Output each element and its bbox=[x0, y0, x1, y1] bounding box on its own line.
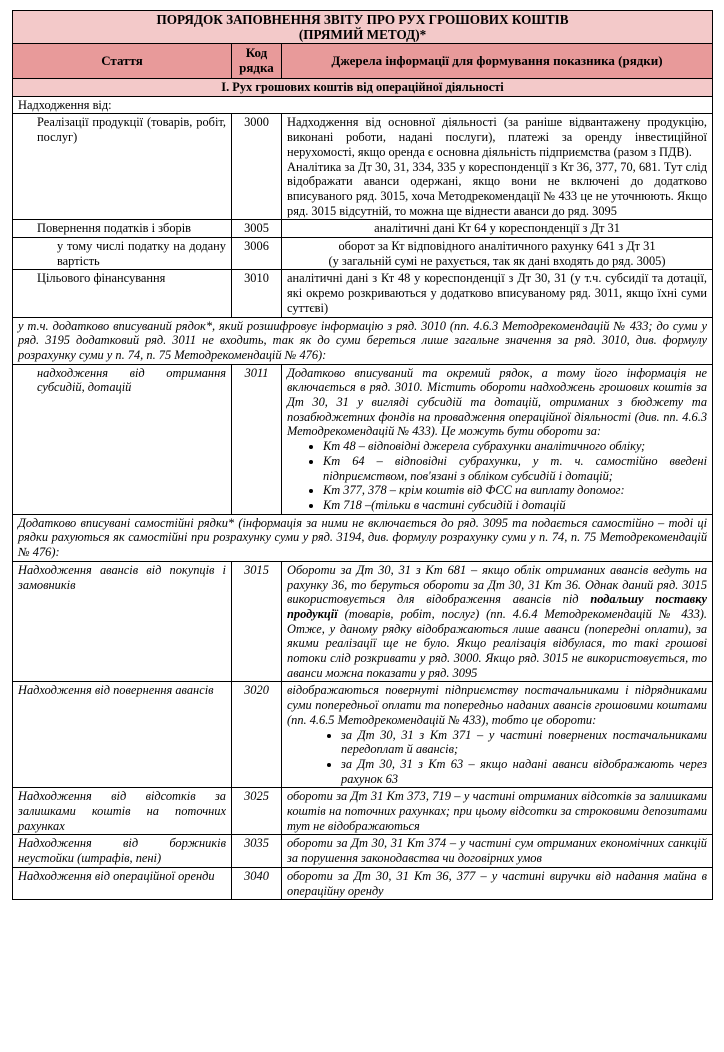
title-row bbox=[13, 11, 713, 44]
income-from-label: Надходження від: bbox=[13, 96, 713, 114]
section-row bbox=[13, 79, 713, 97]
row-article: Надходження від боржників неустойки (штрафів, пені) bbox=[13, 835, 232, 867]
header-code: Код рядка bbox=[232, 44, 282, 79]
section-title: І. Рух грошових коштів від операційної діяльності bbox=[13, 79, 713, 97]
page-title: ПОРЯДОК ЗАПОВНЕННЯ ЗВІТУ ПРО РУХ ГРОШОВИХ КОШТІВ (ПРЯМИЙ МЕТОД)* bbox=[13, 11, 713, 44]
note-text: у т.ч. додатково вписуваний рядок*, який розшифровує інформацію з ряд. 3010 (пп. 4.6.3 Методрекомендацій № 433; до суми у ряд. 3195 додатковий ряд. 3011 не входить, так як до суми береться лише загальне значення за ряд. 3010, див. формулу розрахунку суми у п. 74, п. 75 Методрекомендацій № 476): bbox=[13, 317, 713, 364]
row-code: 3010 bbox=[232, 270, 282, 317]
note-text: Додатково вписувані самостійні рядки* (інформація за ними не включається до ряд. 3095 та подається самостійно – тоді ці рядки рахуються як самостійні при розрахунку суми у ряд. 3194, див. формулу розрахунку суми у п. 74, п. 75 Методрекомендацій № 476): bbox=[13, 514, 713, 561]
list-item: • Кт 64 – відповідні субрахунки, у т. ч. самостійно введені підприємством, пов'язані з обліком субсидій і дотацій; bbox=[323, 454, 707, 483]
row-article: у тому числі податку на додану вартість bbox=[13, 238, 232, 270]
row-code: 3011 bbox=[232, 364, 282, 514]
row-article: Надходження від операційної оренди bbox=[13, 867, 232, 899]
row-source: аналітичні дані з Кт 48 у кореспонденції з Дт 30, 31 (у т.ч. субсидії та дотації, які окремо розкриваються у додатково вписуваному ряд. 3011, якщо їхні суми суттєві) bbox=[282, 270, 713, 317]
row-code: 3006 bbox=[232, 238, 282, 270]
subheader-row bbox=[13, 96, 713, 114]
row-source: Додатково вписуваний та окремий рядок, а тому його інформація не включається в ряд. 3010. Містить обороти надходжень грошових коштів за Дт 30, 31 у вигляді субсидій та дотацій, отриманих з бюджету та позабюджетних фондів на провадження операційної діяльності (див. пп. 4.6.3 Методрекомендацій № 433). Це можуть бути обороти за: • Кт 48 – відповідні джерела субрахунки аналітичного обліку; • Кт 64 – відповідні субрахунки, у т. ч. самостійно введені підприємством, пов'язані з обліком субсидій і дотацій; • Кт 377, 378 – крім коштів від ФСС на виплату допомог: • Кт 718 –(тільки в частині субсидій і дотацій bbox=[282, 364, 713, 514]
cash-flow-table bbox=[12, 10, 713, 900]
row-article: Надходження від відсотків за залишками коштів на поточних рахунках bbox=[13, 788, 232, 835]
list-item: • за Дт 30, 31 з Кт 371 – у частині повернених постачальниками передоплат й авансів; bbox=[341, 728, 707, 757]
row-source: Обороти за Дт 30, 31 з Кт 681 – якщо облік отриманих авансів ведуть на рахунку 36, то беруться обороти за Дт 30, 31 Кт 36. Однак даний ряд. 3015 використовується для відображення авансів під подальшу поставку продукції (товарів, робіт, послуг) (пп. 4.6.4 Методрекомендацій № 433). Отже, у даному рядку відображаються лише аванси (попередні оплати), за якими реалізації ще не було. Якщо реалізація відбулася, то такі грошові потоки слід розкривати у ряд. 3000. Якщо ряд. 3015 не використовується, то аванси можна показати у ряд. 3095 bbox=[282, 561, 713, 682]
list-item: • Кт 48 – відповідні джерела субрахунки аналітичного обліку; bbox=[323, 439, 707, 454]
header-article: Стаття bbox=[13, 44, 232, 79]
list-item: • Кт 377, 378 – крім коштів від ФСС на виплату допомог: bbox=[323, 483, 707, 498]
bullet-list bbox=[287, 439, 707, 513]
row-article: Реалізації продукції (товарів, робіт, послуг) bbox=[13, 114, 232, 220]
row-code: 3015 bbox=[232, 561, 282, 682]
row-code: 3040 bbox=[232, 867, 282, 899]
row-code: 3000 bbox=[232, 114, 282, 220]
table-row bbox=[13, 220, 713, 238]
list-item: • Кт 718 –(тільки в частині субсидій і дотацій bbox=[323, 498, 707, 513]
list-item: • за Дт 30, 31 з Кт 63 – якщо надані аванси відображають через рахунок 63 bbox=[341, 757, 707, 786]
row-article: Надходження авансів від покупців і замовників bbox=[13, 561, 232, 682]
table-row bbox=[13, 682, 713, 788]
row-source: обороти за Дт 30, 31 Кт 374 – у частині сум отриманих економічних санкцій за порушення законодавства чи договірних умов bbox=[282, 835, 713, 867]
row-code: 3005 bbox=[232, 220, 282, 238]
note-row bbox=[13, 514, 713, 561]
row-source: оборот за Кт відповідного аналітичного рахунку 641 з Дт 31 (у загальній сумі не рахується, так як дані входять до ряд. 3005) bbox=[282, 238, 713, 270]
header-source: Джерела інформації для формування показника (рядки) bbox=[282, 44, 713, 79]
table-row bbox=[13, 238, 713, 270]
bold-phrase: подальшу поставку продукції bbox=[287, 592, 707, 621]
document-page bbox=[12, 10, 712, 900]
row-code: 3025 bbox=[232, 788, 282, 835]
table-row bbox=[13, 561, 713, 682]
row-source: Надходження від основної діяльності (за раніше відвантажену продукцію, виконані роботи, надані послуги), платежі за оренду інвестиційної нерухомості, якщо оренда є основна діяльність підприємства (разом з ПДВ). Аналітика за Дт 30, 31, 334, 335 у кореспонденції з Кт 36, 377, 70, 681. Тут слід відображати аванси одержані, якщо вони не включені до додатково вписуваного ряд. 3015, хоча Методрекомендації № 433 це не уточнюють. Якщо ряд. 3015 відсутній, то можна ще віднести аванси до ряд. 3095 bbox=[282, 114, 713, 220]
table-row bbox=[13, 835, 713, 867]
row-code: 3020 bbox=[232, 682, 282, 788]
row-source: відображаються повернуті підприємству постачальниками і підрядниками суми попередньої оплати та попередньо наданих авансів грошовими коштами (пп. 4.6.5 Методрекомендацій № 433), тобто це обороти: • за Дт 30, 31 з Кт 371 – у частині повернених постачальниками передоплат й авансів; • за Дт 30, 31 з Кт 63 – якщо надані аванси відображають через рахунок 63 bbox=[282, 682, 713, 788]
row-code: 3035 bbox=[232, 835, 282, 867]
table-row bbox=[13, 270, 713, 317]
row-article: Надходження від повернення авансів bbox=[13, 682, 232, 788]
table-row bbox=[13, 364, 713, 514]
row-article: Повернення податків і зборів bbox=[13, 220, 232, 238]
table-row bbox=[13, 114, 713, 220]
bullet-list bbox=[287, 728, 707, 787]
row-source: обороти за Дт 30, 31 Кт 36, 377 – у частині виручки від надання майна в операційну оренду bbox=[282, 867, 713, 899]
row-source: обороти за Дт 31 Кт 373, 719 – у частині отриманих відсотків за залишками коштів на поточних рахунках; при цьому відсотки за строковими депозитами тут не відображаються bbox=[282, 788, 713, 835]
table-row bbox=[13, 788, 713, 835]
row-article: Цільового фінансування bbox=[13, 270, 232, 317]
note-row bbox=[13, 317, 713, 364]
row-source: аналітичні дані Кт 64 у кореспонденції з Дт 31 bbox=[282, 220, 713, 238]
header-row bbox=[13, 44, 713, 79]
table-row bbox=[13, 867, 713, 899]
row-article: надходження від отримання субсидій, дотацій bbox=[13, 364, 232, 514]
